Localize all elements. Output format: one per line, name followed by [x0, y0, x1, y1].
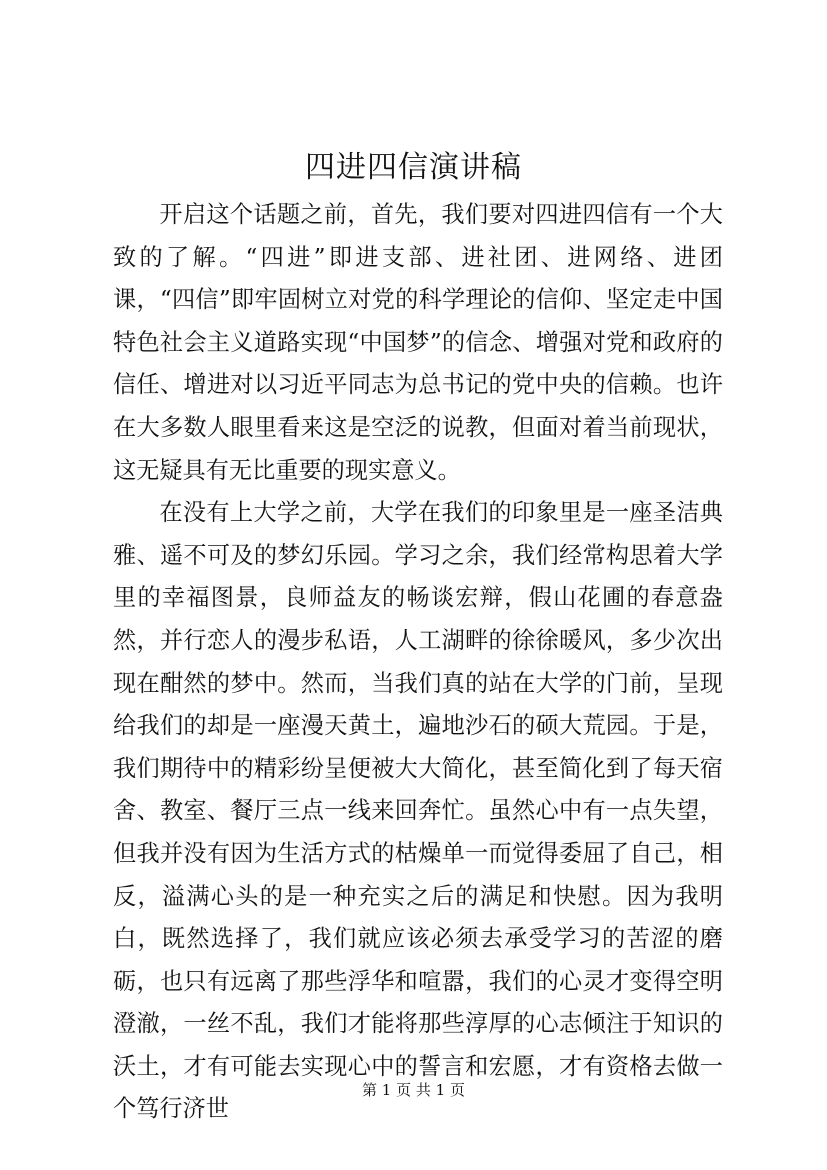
page-footer: 第 1 页 共 1 页 [362, 1081, 465, 1099]
document-body [113, 194, 723, 1131]
page-title: 四进四信演讲稿 [305, 150, 522, 185]
paragraph-1: 开启这个话题之前，首先，我们要对四进四信有一个大致的了解。“四进”即进支部、进社团、进网络、进团课，“四信”即牢固树立对党的科学理论的信仰、坚定走中国特色社会主义道路实现“中国梦”的信念、增强对党和政府的信任、增进对以习近平同志为总书记的党中央的信赖。也许在大多数人眼里看来这是空泛的说教，但面对着当前现状，这无疑具有无比重要的现实意义。 [113, 201, 723, 484]
paragraph-2: 在没有上大学之前，大学在我们的印象里是一座圣洁典雅、遥不可及的梦幻乐园。学习之余，我们经常构思着大学里的幸福图景，良师益友的畅谈宏辩，假山花圃的春意盎然，并行恋人的漫步私语，人工湖畔的徐徐暖风，多少次出现在酣然的梦中。然而，当我们真的站在大学的门前，呈现给我们的却是一座漫天黄土，遍地沙石的硕大荒园。于是，我们期待中的精彩纷呈便被大大简化，甚至简化到了每天宿舍、教室、餐厅三点一线来回奔忙。虽然心中有一点失望，但我并没有因为生活方式的枯燥单一而觉得委屈了自己，相反，溢满心头的是一种充实之后的满足和快慰。因为我明白，既然选择了，我们就应该必须去承受学习的苦涩的磨砺，也只有远离了那些浮华和喧嚣，我们的心灵才变得空明澄澈，一丝不乱，我们才能将那些淳厚的心志倾注于知识的沃土，才有可能去实现心中的誓言和宏愿，才有资格去做一个笃行济世 [113, 499, 723, 1123]
